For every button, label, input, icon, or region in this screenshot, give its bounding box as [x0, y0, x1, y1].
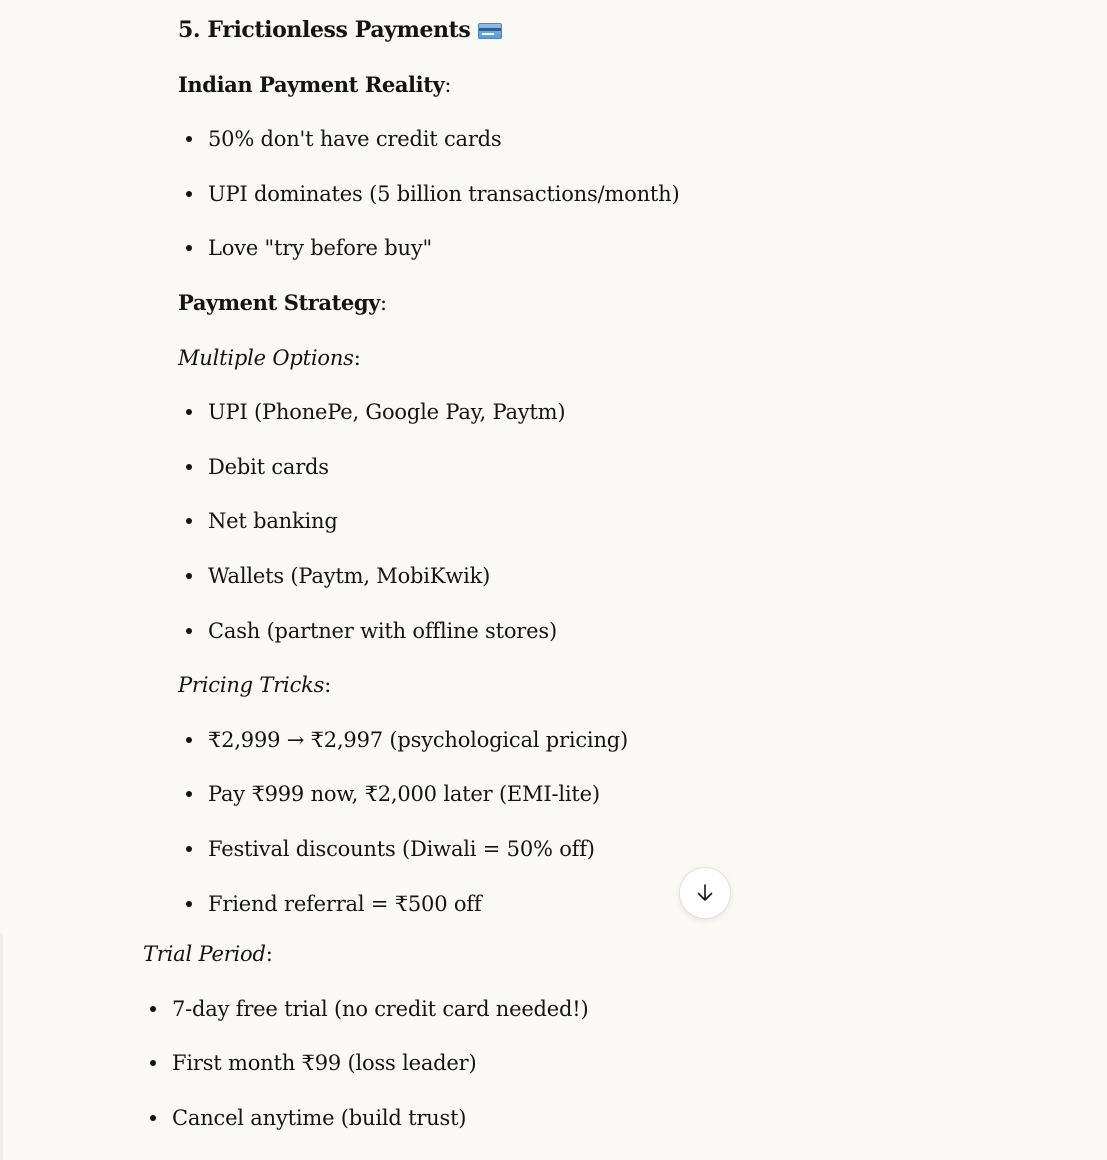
list-item — [172, 995, 589, 1023]
bullet-dot — [186, 573, 192, 579]
trial-heading — [143, 940, 273, 968]
list-item-text: Wallets (Paytm, MobiKwik) — [208, 564, 491, 588]
list-item-text: First month ₹99 (loss leader) — [172, 1051, 477, 1075]
strategy-heading-colon: : — [379, 291, 387, 315]
bullet-dot — [186, 409, 192, 415]
list-item — [208, 180, 679, 208]
list-item — [208, 726, 628, 754]
credit-card-icon — [478, 23, 502, 39]
bullet-dot — [150, 1006, 156, 1012]
list-item — [208, 453, 329, 481]
list-item — [208, 890, 481, 918]
list-item-text: Cancel anytime (build trust) — [172, 1106, 467, 1130]
list-item — [208, 507, 338, 535]
pricing-heading-text: Pricing Tricks — [178, 673, 325, 697]
list-item — [172, 1049, 476, 1077]
list-item — [208, 835, 595, 863]
section-title — [178, 16, 502, 44]
list-item-text: 50% don't have credit cards — [208, 127, 502, 151]
list-item — [208, 562, 490, 590]
arrow-down-icon — [694, 882, 716, 904]
divider — [0, 933, 3, 1160]
list-item — [208, 780, 600, 808]
reality-heading — [178, 71, 451, 99]
list-item-text: Friend referral = ₹500 off — [208, 892, 482, 916]
list-item — [208, 234, 432, 262]
list-item-text: Cash (partner with offline stores) — [208, 619, 557, 643]
list-item-text: UPI (PhonePe, Google Pay, Paytm) — [208, 400, 566, 424]
strategy-heading — [178, 289, 387, 317]
list-item — [172, 1104, 466, 1132]
options-heading-colon: : — [353, 346, 361, 370]
bullet-dot — [186, 136, 192, 142]
bullet-dot — [186, 518, 192, 524]
list-item-text: UPI dominates (5 billion transactions/month) — [208, 182, 680, 206]
bullet-dot — [186, 191, 192, 197]
list-item-text: Festival discounts (Diwali = 50% off) — [208, 837, 595, 861]
list-item-text: Net banking — [208, 509, 338, 533]
bullet-dot — [186, 901, 192, 907]
reality-heading-text: Indian Payment Reality — [178, 72, 445, 97]
bullet-dot — [186, 245, 192, 251]
list-item — [208, 617, 557, 645]
bullet-dot — [150, 1060, 156, 1066]
bullet-dot — [186, 628, 192, 634]
scroll-to-bottom-button[interactable] — [679, 867, 731, 919]
trial-heading-text: Trial Period — [143, 942, 266, 966]
list-item — [208, 398, 565, 426]
list-item-text: Love "try before buy" — [208, 236, 432, 260]
reality-heading-colon: : — [444, 73, 452, 97]
list-item-text: Pay ₹999 now, ₹2,000 later (EMI-lite) — [208, 782, 600, 806]
bullet-dot — [186, 846, 192, 852]
pricing-heading — [178, 671, 331, 699]
strategy-heading-text: Payment Strategy — [178, 290, 380, 315]
section-title-text: 5. Frictionless Payments — [178, 17, 471, 43]
bullet-dot — [150, 1115, 156, 1121]
bullet-dot — [186, 737, 192, 743]
list-item — [208, 125, 502, 153]
trial-heading-colon: : — [265, 942, 273, 966]
list-item-text: ₹2,999 → ₹2,997 (psychological pricing) — [208, 728, 629, 752]
options-heading — [178, 344, 361, 372]
bullet-dot — [186, 791, 192, 797]
pricing-heading-colon: : — [324, 673, 332, 697]
list-item-text: Debit cards — [208, 455, 329, 479]
list-item-text: 7-day free trial (no credit card needed!) — [172, 997, 589, 1021]
options-heading-text: Multiple Options — [178, 346, 354, 370]
bullet-dot — [186, 464, 192, 470]
